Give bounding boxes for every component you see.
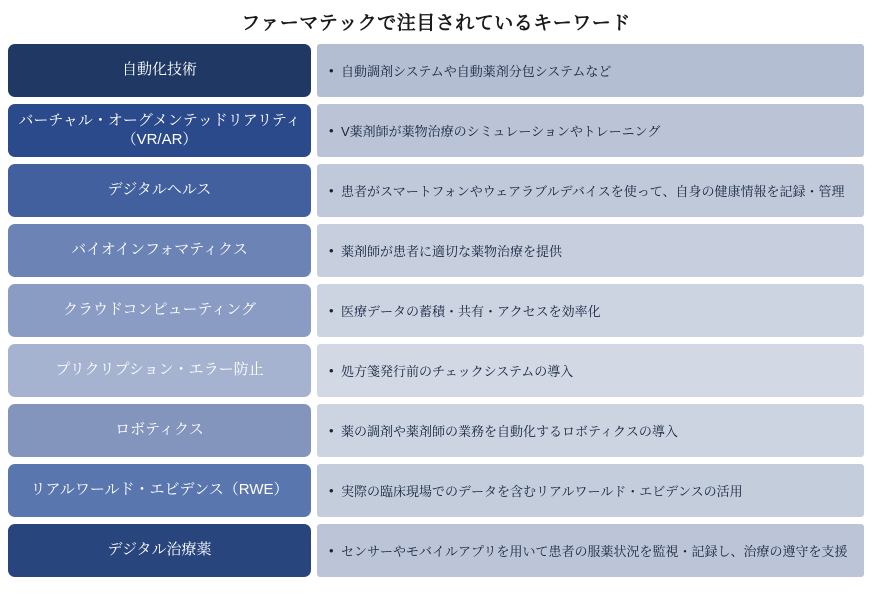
keyword-description-cell bbox=[317, 284, 864, 337]
keyword-description: 実際の臨床現場でのデータを含むリアルワールド・エビデンスの活用 bbox=[341, 484, 743, 499]
keyword-label[interactable]: リアルワールド・エビデンス（RWE） bbox=[8, 464, 311, 517]
keyword-description: 薬の調剤や薬剤師の業務を自動化するロボティクスの導入 bbox=[341, 424, 678, 439]
keyword-description: 医療データの蓄積・共有・アクセスを効率化 bbox=[341, 304, 601, 319]
keyword-row bbox=[8, 464, 864, 517]
bullet-icon: • bbox=[329, 183, 334, 198]
keyword-description-cell bbox=[317, 224, 864, 277]
keyword-label[interactable]: バーチャル・オーグメンテッドリアリティ（VR/AR） bbox=[8, 104, 311, 157]
bullet-icon: • bbox=[329, 303, 334, 318]
keyword-description-cell bbox=[317, 464, 864, 517]
keyword-row bbox=[8, 284, 864, 337]
keyword-description-cell bbox=[317, 404, 864, 457]
keyword-description: 患者がスマートフォンやウェアラブルデバイスを使って、自身の健康情報を記録・管理 bbox=[341, 184, 845, 199]
bullet-icon: • bbox=[329, 423, 334, 438]
bullet-icon: • bbox=[329, 63, 334, 78]
keyword-row bbox=[8, 344, 864, 397]
keyword-row bbox=[8, 104, 864, 157]
keyword-row bbox=[8, 524, 864, 577]
bullet-icon: • bbox=[329, 123, 334, 138]
keyword-label[interactable]: バイオインフォマティクス bbox=[8, 224, 311, 277]
keyword-label[interactable]: デジタルヘルス bbox=[8, 164, 311, 217]
bullet-icon: • bbox=[329, 543, 334, 558]
bullet-icon: • bbox=[329, 243, 334, 258]
keyword-description-cell bbox=[317, 524, 864, 577]
keyword-description-cell bbox=[317, 44, 864, 97]
keyword-description-cell bbox=[317, 104, 864, 157]
keyword-row bbox=[8, 44, 864, 97]
bullet-icon: • bbox=[329, 363, 334, 378]
bullet-icon: • bbox=[329, 483, 334, 498]
keyword-description: 薬剤師が患者に適切な薬物治療を提供 bbox=[341, 244, 563, 259]
keyword-description: センサーやモバイルアプリを用いて患者の服薬状況を監視・記録し、治療の遵守を支援 bbox=[341, 544, 848, 559]
keyword-description: 自動調剤システムや自動薬剤分包システムなど bbox=[341, 64, 612, 79]
keyword-rows bbox=[0, 44, 872, 577]
keyword-label[interactable]: クラウドコンピューティング bbox=[8, 284, 311, 337]
keyword-label[interactable]: デジタル治療薬 bbox=[8, 524, 311, 577]
keyword-description-cell bbox=[317, 344, 864, 397]
keyword-row bbox=[8, 224, 864, 277]
keyword-description: 処方箋発行前のチェックシステムの導入 bbox=[341, 364, 574, 379]
keyword-row bbox=[8, 164, 864, 217]
keyword-row bbox=[8, 404, 864, 457]
keyword-label[interactable]: プリクリプション・エラー防止 bbox=[8, 344, 311, 397]
keyword-description-cell bbox=[317, 164, 864, 217]
keyword-description: V薬剤師が薬物治療のシミュレーションやトレーニング bbox=[341, 124, 661, 139]
page-title: ファーマテックで注目されているキーワード bbox=[241, 13, 631, 34]
keyword-label[interactable]: 自動化技術 bbox=[8, 44, 311, 97]
keyword-label[interactable]: ロボティクス bbox=[8, 404, 311, 457]
